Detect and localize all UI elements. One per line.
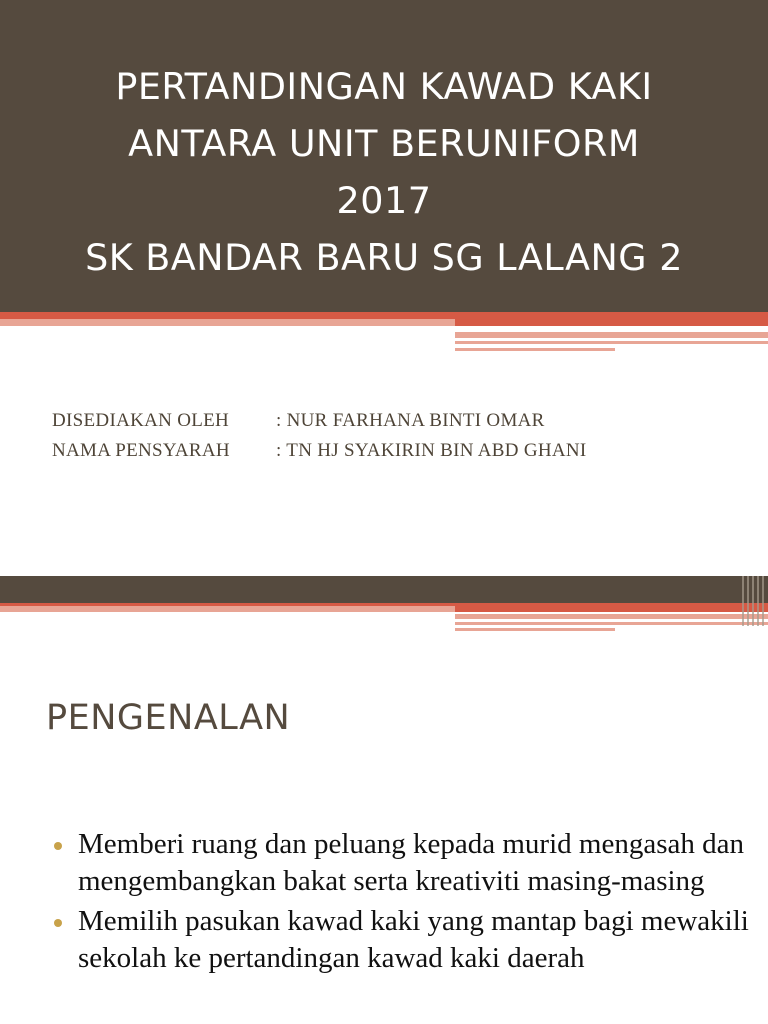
list-item xyxy=(52,826,752,899)
vertical-tick-marks xyxy=(742,576,766,626)
accent-stripe-light-2 xyxy=(0,606,455,612)
accent-stripe-thin-2 xyxy=(455,341,768,344)
slide-title xyxy=(0,58,768,286)
accent-stripe-thin-3 xyxy=(455,348,615,351)
bullet-icon xyxy=(54,842,62,850)
accent-stripe-thin-5 xyxy=(455,622,768,625)
bullet-text: Memberi ruang dan peluang kepada murid mengasah dan mengembangkan bakat serta kreativiti masing-masing xyxy=(78,828,744,897)
accent-stripe-thin-4 xyxy=(455,614,768,619)
bullet-text: Memilih pasukan kawad kaki yang mantap bagi mewakili sekolah ke pertandingan kawad kaki daerah xyxy=(78,905,749,974)
title-line-2: ANTARA UNIT BERUNIFORM xyxy=(128,122,640,165)
accent-stripe-light xyxy=(0,319,455,326)
bullet-icon xyxy=(54,919,62,927)
content-slide-header xyxy=(0,576,768,603)
meta-lecturer xyxy=(52,440,587,462)
accent-stripe-thin-6 xyxy=(455,628,615,631)
title-line-3: 2017 xyxy=(336,179,432,222)
meta-label: DISEDIAKAN OLEH xyxy=(52,410,230,431)
meta-prepared-by xyxy=(52,410,545,432)
title-line-4: SK BANDAR BARU SG LALANG 2 xyxy=(85,236,683,279)
meta-label: NAMA PENSYARAH xyxy=(52,440,230,461)
bullet-list xyxy=(52,826,752,980)
title-line-1: PERTANDINGAN KAWAD KAKI xyxy=(115,65,653,108)
meta-value: : NUR FARHANA BINTI OMAR xyxy=(276,410,545,431)
meta-value: : TN HJ SYAKIRIN BIN ABD GHANI xyxy=(276,440,587,461)
accent-stripe-thin-1 xyxy=(455,332,768,338)
list-item xyxy=(52,903,752,976)
section-title: PENGENALAN xyxy=(46,698,291,738)
